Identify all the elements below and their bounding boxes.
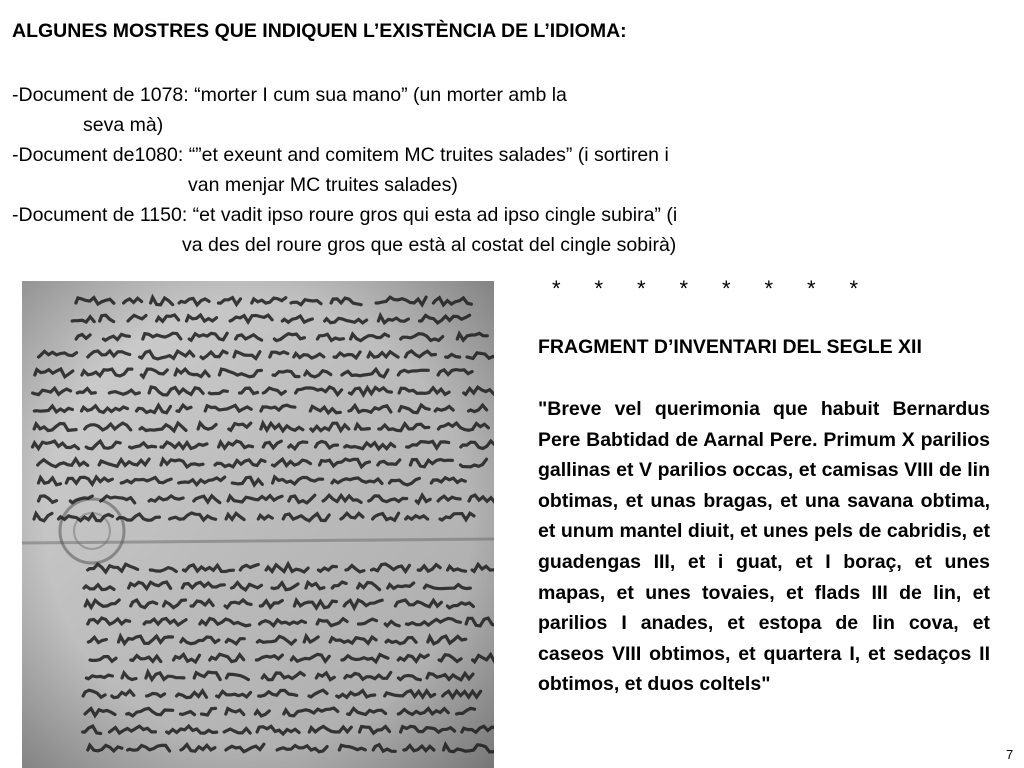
page-heading: ALGUNES MOSTRES QUE INDIQUEN L’EXISTÈNCIA DE L’IDIOMA: bbox=[12, 20, 627, 42]
fragment-quote: "Breve vel querimonia que habuit Bernardus Pere Babtidad de Aarnal Pere. Primum X parilios gallinas et V parilios occas, et camisas VIII de lin obtimas, et unas bragas, et una savana obtima, et unum mantel diuit, et unes pels de cabridis, et guadengas III, et i guat, et I boraç, et unes mapas, et unes tovaies, et flads III de lin, et parilios I anades, et estopa de lin cova, et caseos VIII obtimos, et quartera I, et sedaços II obtimos, et duos coltels" bbox=[538, 398, 990, 696]
separator-star: * bbox=[637, 276, 646, 301]
document-1078-line1: -Document de 1078: “morter I cum sua mano” (un morter amb la bbox=[12, 84, 567, 106]
separator-star: * bbox=[807, 276, 816, 301]
separator-star: * bbox=[849, 276, 859, 301]
fragment-title: FRAGMENT D’INVENTARI DEL SEGLE XII bbox=[538, 336, 922, 358]
document-1080-line1: -Document de1080: “”et exeunt and comitem MC truites salades” (i sortiren i bbox=[12, 144, 669, 166]
separator-star: * bbox=[722, 276, 731, 301]
separator-star: * bbox=[552, 276, 561, 301]
separator-star: * bbox=[764, 276, 774, 301]
document-1150-line1: -Document de 1150: “et vadit ipso roure gros qui esta ad ipso cingle subira” (i bbox=[12, 204, 678, 226]
document-1080-line2: van menjar MC truites salades) bbox=[188, 174, 458, 196]
separator-stars bbox=[552, 276, 892, 302]
document-1150-line2: va des del roure gros que està al costat del cingle sobirà) bbox=[182, 234, 677, 256]
manuscript-image bbox=[22, 281, 494, 768]
separator-star: * bbox=[679, 276, 689, 301]
page-number: 7 bbox=[1006, 747, 1014, 762]
separator-star: * bbox=[594, 276, 604, 301]
document-1078-line2: seva mà) bbox=[83, 114, 164, 136]
